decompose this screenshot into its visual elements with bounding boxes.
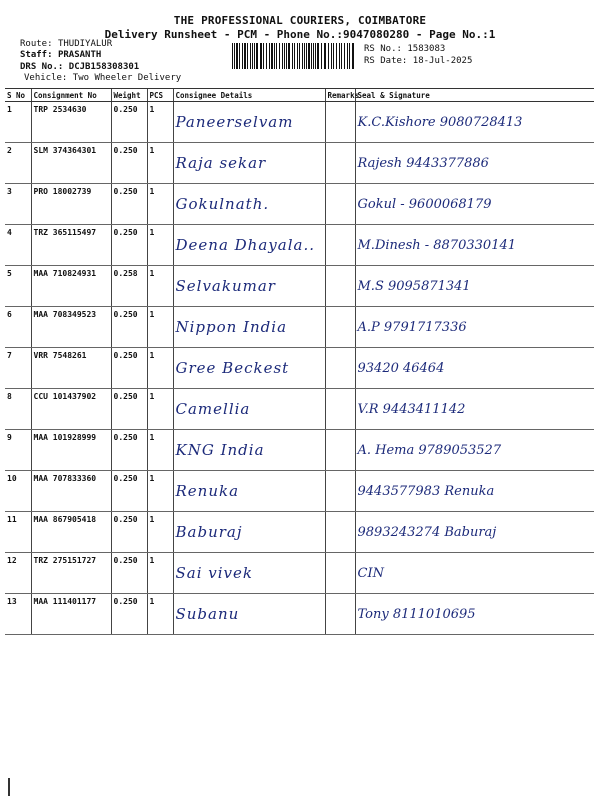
cell-pcs: 1: [147, 471, 173, 512]
cell-pcs: 1: [147, 348, 173, 389]
barcode-bar: [279, 43, 280, 69]
col-consignee: Consignee Details: [173, 89, 325, 102]
barcode-bar: [308, 43, 310, 69]
cell-consignee: Camellia: [173, 389, 325, 430]
cell-weight: 0.250: [111, 143, 147, 184]
cell-consignment-no: MAA 710824931: [31, 266, 111, 307]
cell-remarks: [325, 389, 355, 430]
vehicle-value: Two Wheeler Delivery: [72, 73, 182, 83]
cell-signature: 9443577983 Renuka: [355, 471, 594, 512]
cell-sno: 11: [5, 512, 31, 553]
barcode-bar: [232, 43, 233, 69]
barcode-bar: [274, 43, 275, 69]
barcode-bar: [333, 43, 334, 69]
barcode-bar: [315, 43, 316, 69]
cell-pcs: 1: [147, 143, 173, 184]
cell-consignee: Sai vivek: [173, 553, 325, 594]
cell-weight: 0.250: [111, 225, 147, 266]
cell-pcs: 1: [147, 594, 173, 635]
table-row: [5, 184, 594, 225]
barcode-bar: [311, 43, 312, 69]
barcode-bar: [294, 43, 295, 69]
cell-consignee: Deena Dhayala..: [173, 225, 325, 266]
cell-remarks: [325, 471, 355, 512]
cell-signature: Tony 8111010695: [355, 594, 594, 635]
cell-weight: 0.250: [111, 594, 147, 635]
cell-weight: 0.250: [111, 307, 147, 348]
barcode-bar: [317, 43, 319, 69]
cell-weight: 0.250: [111, 184, 147, 225]
table-row: [5, 471, 594, 512]
vehicle-label: Vehicle:: [24, 73, 68, 83]
staff-line: [20, 50, 101, 61]
drs-line: [20, 62, 139, 73]
cell-sno: 1: [5, 102, 31, 143]
barcode-bar: [256, 43, 258, 69]
cell-signature: 93420 46464: [355, 348, 594, 389]
barcode-bar: [313, 43, 314, 69]
cell-consignment-no: TRZ 365115497: [31, 225, 111, 266]
cell-weight: 0.258: [111, 266, 147, 307]
cell-signature: CIN: [355, 553, 594, 594]
table-row: [5, 266, 594, 307]
cell-remarks: [325, 430, 355, 471]
cell-signature: A. Hema 9789053527: [355, 430, 594, 471]
table-row: [5, 348, 594, 389]
runsheet-subtitle: Delivery Runsheet - PCM - Phone No.:9047080280 - Page No.:1: [104, 28, 496, 41]
barcode-bar: [263, 43, 264, 69]
cell-remarks: [325, 512, 355, 553]
cell-pcs: 1: [147, 266, 173, 307]
drs-value: DCJB158308301: [68, 62, 140, 72]
staff-value: PRASANTH: [57, 50, 102, 60]
cell-remarks: [325, 266, 355, 307]
barcode-bar: [286, 43, 287, 69]
cell-consignee: Baburaj: [173, 512, 325, 553]
cell-consignment-no: VRR 7548261: [31, 348, 111, 389]
table-row: [5, 102, 594, 143]
barcode-bar: [269, 43, 270, 69]
cell-signature: A.P 9791717336: [355, 307, 594, 348]
barcode-bar: [302, 43, 303, 69]
cell-weight: 0.250: [111, 471, 147, 512]
table-row: [5, 553, 594, 594]
barcode-bar: [336, 43, 337, 69]
cell-sno: 13: [5, 594, 31, 635]
barcode-bar: [260, 43, 262, 69]
barcode-bar: [239, 43, 240, 69]
cell-sno: 12: [5, 553, 31, 594]
col-consignment-no: Consignment No: [31, 89, 111, 102]
cell-remarks: [325, 184, 355, 225]
cell-consignee: Subanu: [173, 594, 325, 635]
barcode-bar: [254, 43, 255, 69]
col-seal-signature: Seal & Signature: [355, 89, 594, 102]
rs-date-line: [364, 55, 472, 67]
barcode-icon: [232, 43, 356, 69]
cell-remarks: [325, 594, 355, 635]
table-row: [5, 225, 594, 266]
cell-sno: 3: [5, 184, 31, 225]
barcode-bar: [234, 43, 235, 69]
rs-date-value: 18-Jul-2025: [412, 56, 473, 66]
cell-weight: 0.250: [111, 348, 147, 389]
barcode-bar: [341, 43, 342, 69]
cell-consignment-no: SLM 374364301: [31, 143, 111, 184]
margin-mark: [8, 778, 10, 796]
cell-signature: K.C.Kishore 9080728413: [355, 102, 594, 143]
cell-remarks: [325, 225, 355, 266]
cell-signature: Gokul - 9600068179: [355, 184, 594, 225]
barcode-bar: [276, 43, 277, 69]
barcode-bar: [252, 43, 253, 69]
cell-remarks: [325, 348, 355, 389]
cell-signature: V.R 9443411142: [355, 389, 594, 430]
cell-pcs: 1: [147, 184, 173, 225]
barcode-bar: [306, 43, 307, 69]
table-row: [5, 430, 594, 471]
cell-consignee: Gree Beckest: [173, 348, 325, 389]
barcode-bar: [236, 43, 238, 69]
barcode-bar: [347, 43, 348, 69]
route-value: THUDIYALUR: [57, 39, 113, 49]
drs-label: DRS No.:: [20, 62, 64, 72]
rs-no-value: 1583083: [407, 44, 446, 54]
cell-consignment-no: MAA 101928999: [31, 430, 111, 471]
cell-consignment-no: MAA 867905418: [31, 512, 111, 553]
cell-consignment-no: CCU 101437902: [31, 389, 111, 430]
cell-consignee: Renuka: [173, 471, 325, 512]
barcode-bar: [297, 43, 298, 69]
col-pcs: PCS: [147, 89, 173, 102]
table-row: [5, 512, 594, 553]
barcode-bar: [282, 43, 283, 69]
cell-pcs: 1: [147, 553, 173, 594]
barcode-bar: [266, 43, 267, 69]
table-row: [5, 143, 594, 184]
cell-pcs: 1: [147, 102, 173, 143]
vehicle-line: [24, 73, 181, 84]
cell-sno: 4: [5, 225, 31, 266]
cell-weight: 0.250: [111, 553, 147, 594]
cell-sno: 10: [5, 471, 31, 512]
barcode-bar: [244, 43, 246, 69]
cell-weight: 0.250: [111, 102, 147, 143]
col-remarks: Remarks: [325, 89, 355, 102]
cell-sno: 2: [5, 143, 31, 184]
cell-pcs: 1: [147, 307, 173, 348]
route-line: [20, 39, 112, 50]
barcode-bar: [352, 43, 354, 69]
cell-weight: 0.250: [111, 512, 147, 553]
rs-no-line: [364, 43, 472, 55]
table-header-row: [5, 89, 594, 102]
cell-sno: 9: [5, 430, 31, 471]
route-label: Route:: [20, 39, 53, 49]
barcode-bar: [292, 43, 293, 69]
barcode-bar: [288, 43, 290, 69]
cell-consignment-no: MAA 707833360: [31, 471, 111, 512]
cell-sno: 6: [5, 307, 31, 348]
barcode-bar: [299, 43, 300, 69]
table-row: [5, 594, 594, 635]
barcode-bar: [250, 43, 251, 69]
table-row: [5, 389, 594, 430]
cell-consignment-no: TRZ 275151727: [31, 553, 111, 594]
rs-info: [364, 43, 472, 67]
barcode-bar: [344, 43, 345, 69]
cell-remarks: [325, 553, 355, 594]
cell-remarks: [325, 102, 355, 143]
cell-signature: M.S 9095871341: [355, 266, 594, 307]
cell-weight: 0.250: [111, 430, 147, 471]
cell-consignee: Nippon India: [173, 307, 325, 348]
cell-signature: M.Dinesh - 8870330141: [355, 225, 594, 266]
barcode-bar: [328, 43, 329, 69]
cell-pcs: 1: [147, 430, 173, 471]
barcode-bar: [284, 43, 285, 69]
cell-consignee: Raja sekar: [173, 143, 325, 184]
cell-consignee: Paneerselvam: [173, 102, 325, 143]
cell-pcs: 1: [147, 512, 173, 553]
col-sno: S No: [5, 89, 31, 102]
col-weight: Weight: [111, 89, 147, 102]
barcode-bar: [349, 43, 350, 69]
barcode-bar: [271, 43, 273, 69]
cell-consignment-no: MAA 708349523: [31, 307, 111, 348]
barcode-bar: [324, 43, 326, 69]
cell-consignment-no: MAA 111401177: [31, 594, 111, 635]
runsheet-table: [5, 88, 594, 635]
cell-sno: 8: [5, 389, 31, 430]
cell-pcs: 1: [147, 389, 173, 430]
cell-consignee: KNG India: [173, 430, 325, 471]
barcode-bar: [304, 43, 305, 69]
rs-date-label: RS Date:: [364, 56, 408, 66]
barcode-bar: [321, 43, 322, 69]
barcode-bar: [247, 43, 248, 69]
cell-signature: 9893243274 Baburaj: [355, 512, 594, 553]
cell-pcs: 1: [147, 225, 173, 266]
cell-signature: Rajesh 9443377886: [355, 143, 594, 184]
cell-sno: 5: [5, 266, 31, 307]
barcode-bar: [331, 43, 332, 69]
rs-no-label: RS No.:: [364, 44, 402, 54]
runsheet-title: THE PROFESSIONAL COURIERS, COIMBATORE: [173, 14, 427, 27]
cell-weight: 0.250: [111, 389, 147, 430]
cell-sno: 7: [5, 348, 31, 389]
cell-consignee: Gokulnath.: [173, 184, 325, 225]
cell-remarks: [325, 143, 355, 184]
cell-consignment-no: TRP 2534630: [31, 102, 111, 143]
table-row: [5, 307, 594, 348]
barcode-bar: [339, 43, 340, 69]
cell-consignee: Selvakumar: [173, 266, 325, 307]
cell-consignment-no: PRO 18002739: [31, 184, 111, 225]
cell-remarks: [325, 307, 355, 348]
staff-label: Staff:: [20, 50, 53, 60]
barcode-bar: [242, 43, 243, 69]
